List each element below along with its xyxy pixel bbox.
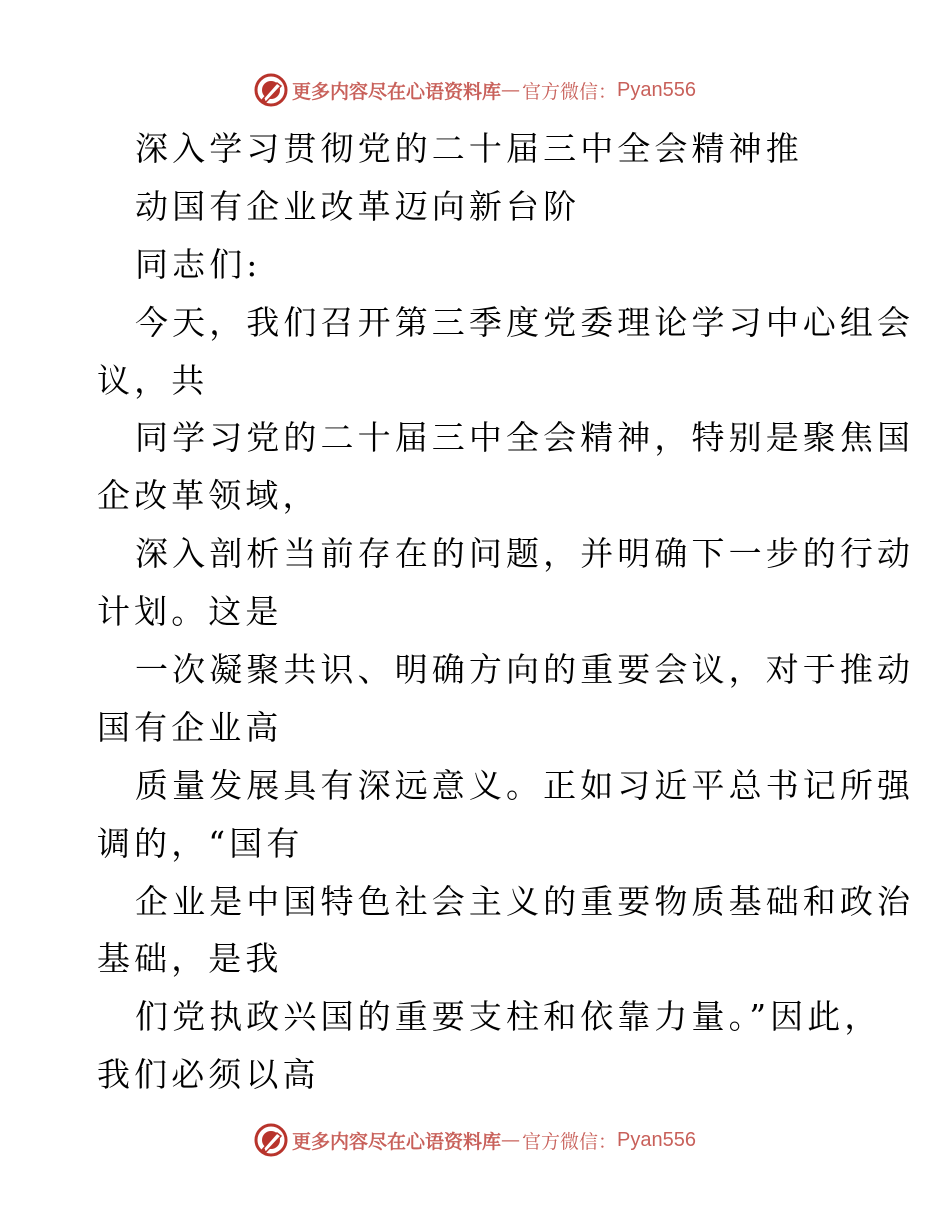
text-line: 企业是中国特色社会主义的重要物质基础和政治 [135, 881, 915, 921]
text-line: 计划。这是 [97, 592, 283, 632]
text-line: 动国有企业改革迈向新台阶 [135, 186, 581, 226]
banner-separator: — [501, 79, 521, 101]
pen-logo-icon [254, 73, 288, 107]
text-line: 国有企业高 [97, 707, 283, 747]
text-line: 调的，“国有 [97, 823, 304, 863]
text-line: 企改革领域， [97, 476, 320, 516]
banner-main-text: 更多内容尽在心语资料库 [292, 80, 502, 103]
header-banner [0, 70, 950, 110]
banner-account: Pyan556 [617, 78, 696, 101]
text-line: 们党执政兴国的重要支柱和依靠力量。”因此， [135, 997, 882, 1037]
banner-account: Pyan556 [617, 1128, 696, 1151]
banner-label: 官方微信： [522, 1130, 618, 1153]
text-line: 今天，我们召开第三季度党委理论学习中心组会 [135, 302, 915, 342]
text-line: 深入学习贯彻党的二十届三中全会精神推 [135, 129, 803, 168]
banner-separator: — [501, 1129, 521, 1151]
text-line: 议，共 [97, 360, 209, 400]
text-line: 同学习党的二十届三中全会精神，特别是聚焦国 [135, 418, 915, 458]
text-line: 基础，是我 [97, 939, 283, 979]
text-line: 一次凝聚共识、明确方向的重要会议，对于推动 [135, 650, 915, 690]
text-line: 同志们: [135, 244, 262, 284]
pen-logo-icon [254, 1123, 288, 1157]
banner-main-text: 更多内容尽在心语资料库 [292, 1130, 502, 1153]
banner-label: 官方微信： [522, 80, 618, 103]
text-line: 我们必须以高 [97, 1055, 320, 1095]
document-body [97, 120, 915, 1104]
footer-banner [0, 1120, 950, 1160]
text-line: 质量发展具有深远意义。正如习近平总书记所强 [135, 765, 915, 805]
text-line: 深入剖析当前存在的问题，并明确下一步的行动 [135, 534, 915, 574]
